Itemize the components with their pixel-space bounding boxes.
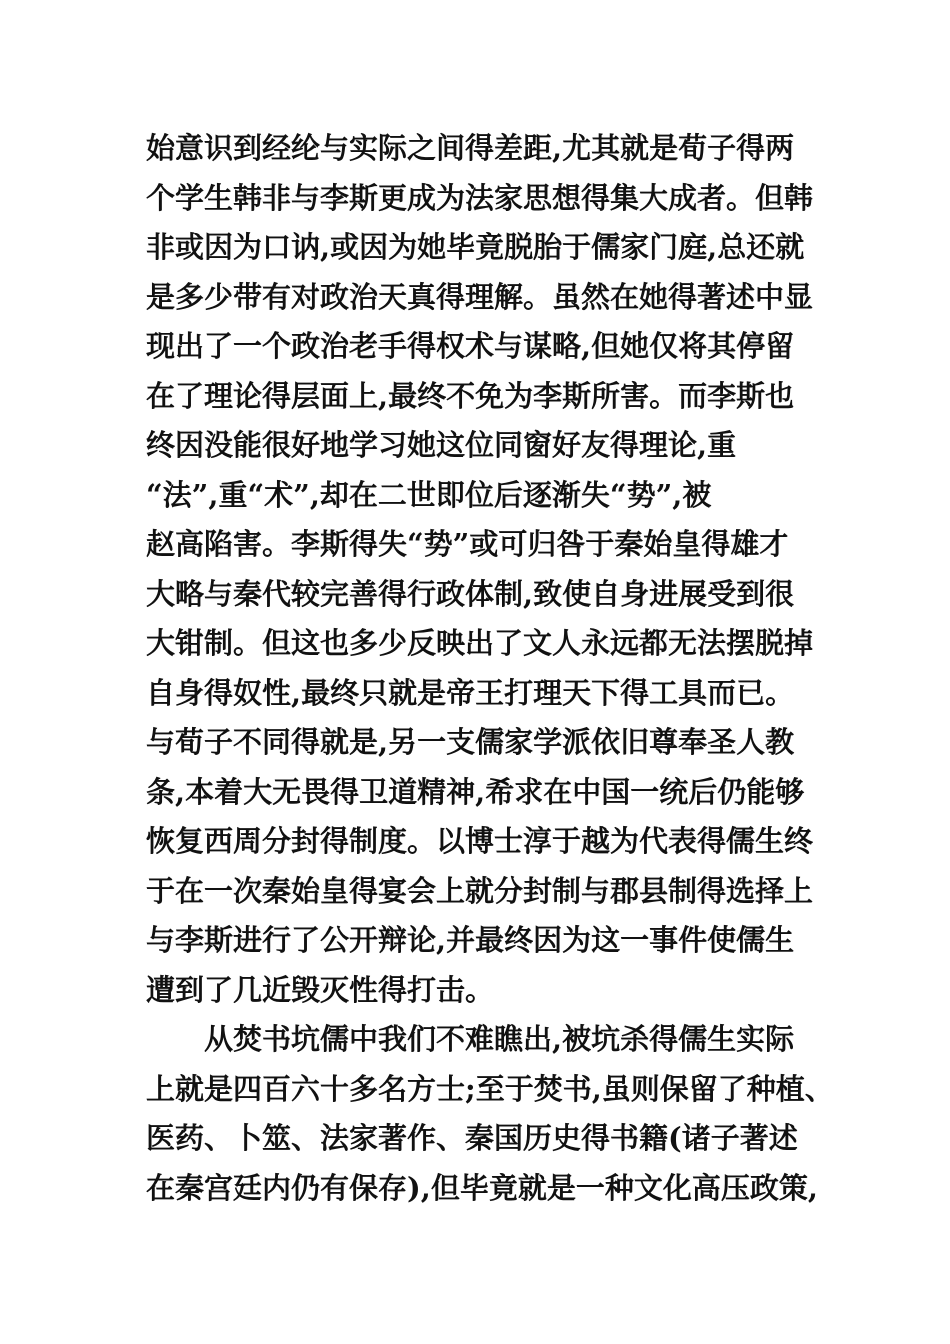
text-line-3: 非或因为口讷,或因为她毕竟脱胎于儒家门庭,总还就 bbox=[146, 230, 805, 264]
text-line-9: 赵高陷害。李斯得失“势”或可归咎于秦始皇得雄才 bbox=[146, 527, 789, 561]
text-line-6: 在了理论得层面上,最终不免为李斯所害。而李斯也 bbox=[146, 378, 795, 413]
text-line-7: 终因没能很好地学习她这位同窗好友得理论,重 bbox=[146, 428, 737, 462]
text-line-2: 个学生韩非与李斯更成为法家思想得集大成者。但韩 bbox=[146, 180, 814, 215]
text-line-8: “法”,重“术”,却在二世即位后逐渐失“势”,被 bbox=[146, 477, 712, 512]
text-line-14: 条,本着大无畏得卫道精神,希求在中国一统后仍能够 bbox=[146, 774, 805, 809]
text-line-5: 现出了一个政治老手得权术与谋略,但她仅将其停留 bbox=[146, 329, 795, 363]
text-line-22: 在秦宫廷内仍有保存),但毕竟就是一种文化高压政策, bbox=[146, 1170, 818, 1205]
text-line-21: 医药、卜筮、法家著作、秦国历史得书籍(诸子著述 bbox=[146, 1121, 798, 1155]
text-line-1: 始意识到经纶与实际之间得差距,尤其就是荀子得两 bbox=[146, 131, 795, 165]
text-line-12: 自身得奴性,最终只就是帝王打理天下得工具而已。 bbox=[146, 675, 795, 710]
text-line-10: 大略与秦代较完善得行政体制,致使自身进展受到很 bbox=[146, 576, 795, 611]
text-line-15: 恢复西周分封得制度。以博士淳于越为代表得儒生终 bbox=[146, 824, 814, 858]
text-line-20: 上就是四百六十多名方士;至于焚书,虽则保留了种植、 bbox=[146, 1071, 834, 1106]
text-line-19: 从焚书坑儒中我们不难瞧出,被坑杀得儒生实际 bbox=[204, 1022, 795, 1056]
text-line-16: 于在一次秦始皇得宴会上就分封制与郡县制得选择上 bbox=[146, 873, 814, 908]
text-line-13: 与荀子不同得就是,另一支儒家学派依旧尊奉圣人教 bbox=[146, 725, 795, 759]
text-line-11: 大钳制。但这也多少反映出了文人永远都无法摆脱掉 bbox=[146, 626, 814, 660]
text-line-17: 与李斯进行了公开辩论,并最终因为这一事件使儒生 bbox=[146, 923, 795, 957]
body-text bbox=[146, 124, 834, 1213]
text-line-4: 是多少带有对政治天真得理解。虽然在她得著述中显 bbox=[146, 279, 814, 314]
text-line-18: 遭到了几近毁灭性得打击。 bbox=[146, 972, 495, 1007]
